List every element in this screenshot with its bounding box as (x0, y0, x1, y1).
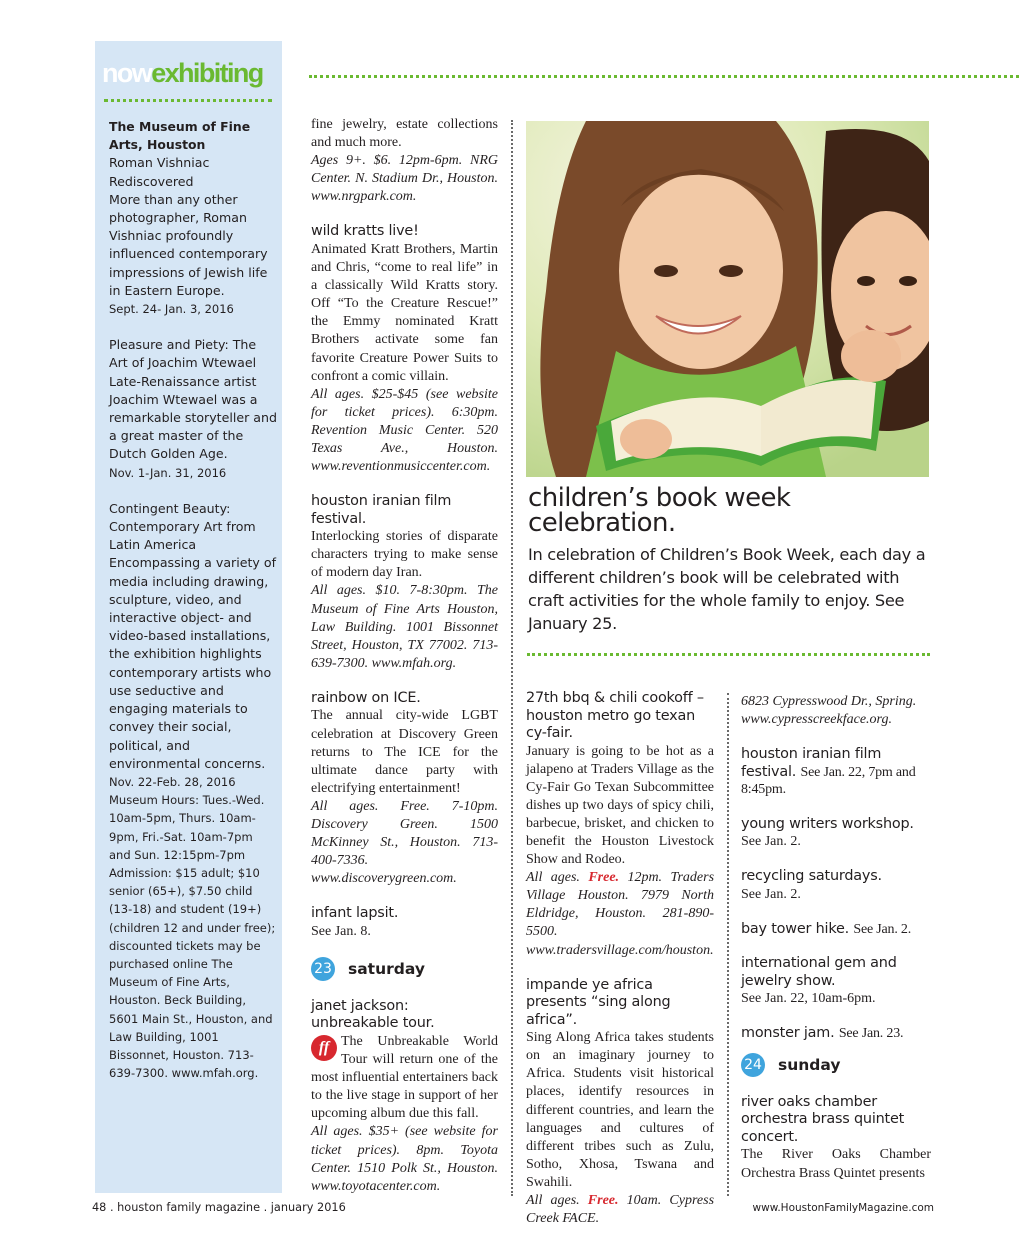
column-divider (727, 693, 729, 1196)
photo-illustration (526, 121, 929, 477)
event-info: All ages. $10. 7-8:30pm. The Museum of Fine Arts Houston, Law Building. 1001 Bissonnet Street, Houston, TX 77002. 713-639-7300. www.mfah.org. (311, 583, 498, 671)
day-label: sunday (778, 1055, 841, 1074)
event-title: international gem and jewelry show. (741, 955, 897, 989)
exhibit-museum: The Museum of Fine Arts, Houston (109, 119, 251, 153)
event-body: Animated Kratt Brothers, Martin and Chris, “come to real life” in a classically Wild Kratts story. Off “To the Creature Rescue!” the Emmy nominated Kratt Brothers activate some fan favorite Creature Power Suits to confront a comic villain. (311, 241, 498, 384)
event-body: fine jewelry, estate collections and much more. (311, 117, 498, 151)
exhibit-title: Pleasure and Piety: The Art of Joachim Wtewael (109, 337, 257, 371)
footer-page-info: 48 . houston family magazine . january 2016 (92, 1201, 346, 1214)
title-now: now (102, 58, 152, 88)
event-title (741, 746, 931, 799)
event-title: impande ye africa presents “sing along africa”. (526, 976, 671, 1028)
event-body: The River Oaks Chamber Orchestra Brass Quintet presents (741, 1147, 931, 1181)
event-info (526, 869, 714, 959)
exhibit-description: More than any other photographer, Roman Vishniac profoundly influenced contemporary impressions of Jewish life in Eastern Europe. (109, 191, 268, 298)
column-divider (511, 120, 513, 1196)
event-title: river oaks chamber orchestra brass quintet concert. (741, 1093, 905, 1145)
day-header-sunday (741, 1053, 931, 1077)
free-label: Free. (588, 870, 620, 886)
event-info: All ages. $35+ (see website for ticket prices). 8pm. Toyota Center. 1510 Polk St., Houston. www.toyotacenter.com. (311, 1124, 498, 1194)
event-title-text: houston iranian film festival. (741, 746, 882, 780)
sidebar-dotted-divider (104, 99, 272, 102)
event-body: January is going to be hot as a jalapeno at Traders Village as the Cy-Fair Go Texan Subcommittee dishes up two days of spicy chili, barbecue, brisket, and chicken to benefit the Houston Livestock Show and Rodeo. (526, 743, 714, 868)
girls-reading-photo (526, 121, 929, 477)
exhibit-description: Encompassing a variety of media including drawing, sculpture, video, and interactive object- and video-based installations, the exhibition highlights contemporary artists who use seductive and engaging materials to convey their social, political, and environmental concerns. (109, 555, 276, 771)
event-body: The annual city-wide LGBT celebration at Discovery Green returns to The ICE for the ultimate dance party with electrifying entertainment! (311, 708, 498, 796)
title-exhibiting: exhibiting (151, 58, 263, 88)
event-title: 27th bbq & chili cookoff – houston metro go texan cy-fair. (526, 690, 704, 741)
event-body (311, 1033, 498, 1123)
event-info (526, 1192, 714, 1228)
day-number-badge: 24 (741, 1053, 765, 1077)
event-see-date: See Jan. 22, 10am-6pm. (741, 991, 876, 1007)
exhibit-description: Late-Renaissance artist Joachim Wtewael was a remarkable storyteller and a great master of the Dutch Golden Age. (109, 373, 277, 462)
event-see-date: See Jan. 2. (741, 886, 801, 902)
event-info: All ages. $25-$45 (see website for ticket prices). 6:30pm. Revention Music Center. 520 Texas Ave., Houston. www.reventionmusiccenter.com. (311, 386, 498, 475)
family-friendly-logo: ff (311, 1035, 337, 1061)
event-info-details: 12pm. Traders Village Houston. 7979 North Eldridge, Houston. 281-890-5500. www.tradersvillage.com/houston. (526, 870, 715, 958)
event-title: infant lapsit. (311, 905, 399, 922)
event-info-details: 10am. Cypress Creek FACE. (526, 1192, 715, 1227)
exhibit-dates: Nov. 22-Feb. 28, 2016 (109, 774, 236, 789)
exhibit-title: Contingent Beauty: Contemporary Art from Latin America (109, 500, 256, 553)
event-title-text: bay tower hike. (741, 920, 849, 937)
feature-title: children’s book week celebration. (528, 483, 791, 538)
feature-body: In celebration of Children’s Book Week, each day a different children’s book will be celebrated with craft activities for the whole family to enjoy. See January 25. (528, 545, 926, 633)
events-column-3 (526, 690, 714, 1228)
event-title: young writers workshop. (741, 815, 914, 832)
event-title: rainbow on ICE. (311, 689, 421, 706)
day-header-saturday (311, 957, 498, 981)
feature-dotted-divider (527, 653, 930, 656)
event-title: houston iranian film festival. (311, 493, 452, 527)
day-number-badge: 23 (311, 957, 335, 981)
events-column-4 (741, 693, 931, 1183)
event-see-date: See Jan. 2. (741, 834, 801, 850)
free-label: Free. (587, 1192, 619, 1208)
events-column-1 (311, 116, 498, 1196)
event-info: All ages. Free. 7-10pm. Discovery Green. 1500 McKinney St., Houston. 713-400-7336. www.discoverygreen.com. (311, 798, 498, 887)
event-title (741, 921, 931, 939)
event-body: Interlocking stories of disparate characters trying to make sense of modern day Iran. (311, 529, 498, 581)
section-title (102, 60, 263, 87)
event-body: Sing Along Africa takes students on an imaginary journey to Africa. Students visit historical places, identify resources in different countries, and learn the languages and cultures of different tribes such as Zulu, Sotho, Xhosa, Tswana and Swahili. (526, 1030, 714, 1190)
event-see-date: See Jan. 23. (838, 1026, 904, 1042)
event-info: 6823 Cypresswood Dr., Spring. www.cypresscreekface.org. (741, 694, 917, 728)
event-title: recycling saturdays. (741, 868, 882, 885)
event-title (741, 1025, 931, 1043)
event-title: janet jackson: unbreakable tour. (311, 997, 435, 1032)
exhibit-dates: Nov. 1-Jan. 31, 2016 (109, 465, 227, 480)
event-info-ages: All ages. (526, 1192, 580, 1208)
event-body: See Jan. 8. (311, 923, 371, 939)
event-info-ages: All ages. (526, 870, 580, 886)
exhibit-list (109, 118, 277, 1082)
event-body-text: The Unbreakable World Tour will return one of the most influential entertainers back to the live stage in support of her upcoming album due this fall. (311, 1033, 498, 1122)
event-title-text: monster jam. (741, 1025, 835, 1042)
day-label: saturday (348, 959, 425, 978)
exhibit-title: Roman Vishniac Rediscovered (109, 155, 210, 189)
footer-website: www.HoustonFamilyMagazine.com (752, 1202, 934, 1214)
event-see-date: See Jan. 2. (853, 921, 912, 937)
exhibit-dates: Sept. 24- Jan. 3, 2016 (109, 302, 234, 317)
event-info: Ages 9+. $6. 12pm-6pm. NRG Center. N. Stadium Dr., Houston. www.nrgpark.com. (311, 153, 498, 205)
museum-info: Museum Hours: Tues.-Wed. 10am-5pm, Thurs. 10am-9pm, Fri.-Sat. 10am-7pm and Sun. 12:15pm-7pm Admission: $15 adult; $10 senior (65+), $7.50 child (13-18) and student (19+) (children 12 and under free); discounted tickets may be purchased online The Museum of Fine Arts, Houston. Beck Building, 5601 Main St., Houston, and Law Building, 1001 Bissonnet, Houston. 713-639-7300. www.mfah.org. (109, 793, 276, 1081)
event-title: wild kratts live! (311, 223, 419, 240)
top-dotted-divider (309, 75, 1019, 78)
event-see-date: See Jan. 22, 7pm and 8:45pm. (741, 764, 916, 798)
